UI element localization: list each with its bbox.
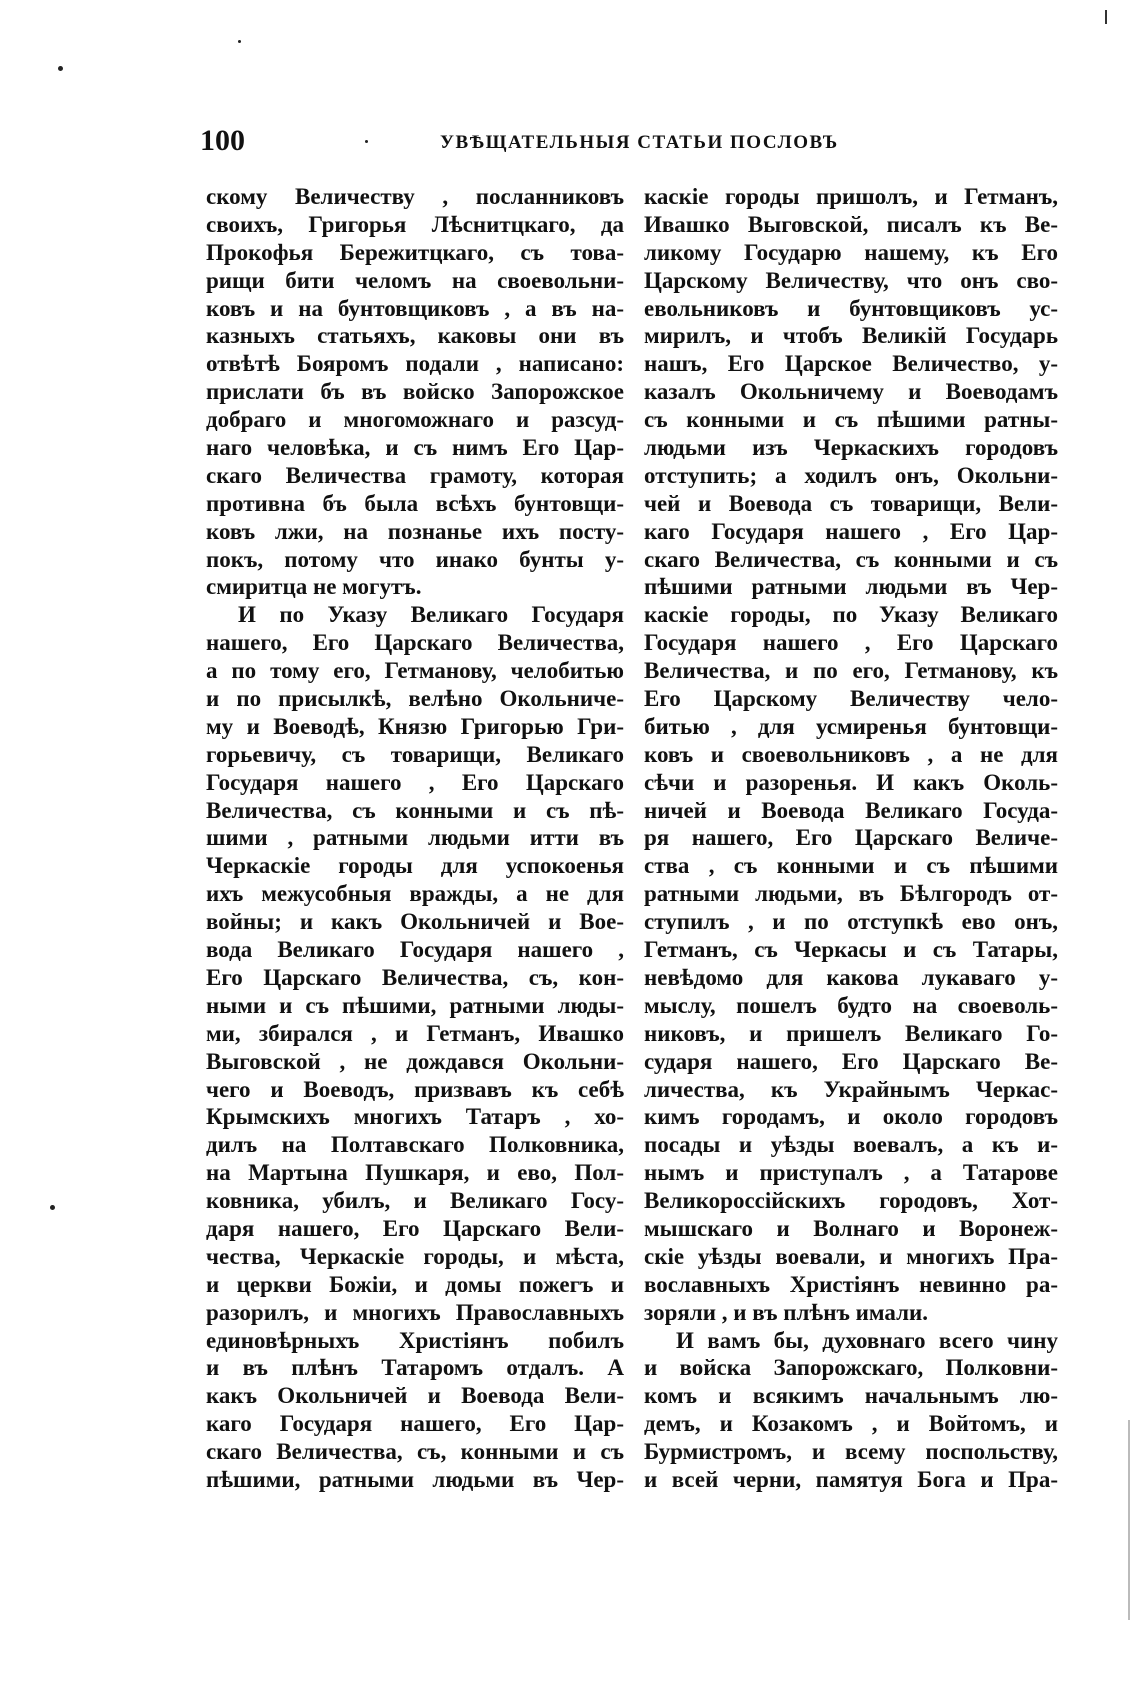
right-column-line: нашъ, Его Царское Величество, у- [644, 351, 1058, 377]
right-column-line: пѣшими ратными людьми въ Чер- [644, 574, 1058, 600]
right-column-line: каго Государя нашего , Его Цар- [644, 518, 1058, 544]
left-column-line: скаго Величества грамоту, которая [206, 462, 624, 488]
left-column-line: добраго и многоможнаго и разсуд- [206, 407, 624, 433]
right-column-line: ковъ и своевольниковъ , а не для [644, 741, 1058, 767]
right-column-line: посады и уѣзды воевалъ, а къ и- [644, 1132, 1058, 1158]
left-column-line: Его Царскаго Величества, съ, кон- [206, 964, 624, 990]
left-column-line: ковъ и на бунтовщиковъ , а въ на- [206, 295, 624, 321]
left-column-line: и по присылкѣ, велѣно Окольниче- [206, 686, 624, 712]
left-column-line: пѣшими, ратными людьми въ Чер- [206, 1466, 624, 1492]
right-column-line: никовъ, и пришелъ Великаго Го- [644, 1020, 1058, 1046]
left-column-line: дилъ на Полтавскаго Полковника, [206, 1132, 624, 1158]
left-column-line: каго Государя нашего, Его Цар- [206, 1411, 624, 1437]
left-column-line: чего и Воеводъ, призвавъ къ себѣ [206, 1076, 624, 1102]
right-column-line: казалъ Окольничему и Воеводамъ [644, 379, 1058, 405]
right-column-line: людьми изъ Черкаскихъ городовъ [644, 435, 1058, 461]
page-number: 100 [200, 124, 245, 157]
right-column-line: скіе уѣзды воевали, и многихъ Пра- [644, 1243, 1058, 1269]
left-column-line: му и Воеводѣ, Князю Григорью Гри- [206, 713, 624, 739]
left-column-line: на Мартына Пушкаря, и ево, Пол- [206, 1160, 624, 1186]
right-column-line: отступить; а ходилъ онъ, Окольни- [644, 462, 1058, 488]
left-column-line: казныхъ статьяхъ, каковы они въ [206, 323, 624, 349]
left-column-line: и церкви Божіи, и домы пожегъ и [206, 1271, 624, 1297]
left-column-line: нашего, Его Царскаго Величества, [206, 630, 624, 656]
right-column-line: И вамъ бы, духовнаго всего чину [676, 1327, 1058, 1353]
right-column-line: чей и Воевода съ товарищи, Вели- [644, 490, 1058, 516]
right-column-line: нымъ и приступалъ , а Татарове [644, 1160, 1058, 1186]
right-column-line: и всей черни, памятуя Бога и Пра- [644, 1466, 1058, 1492]
left-column-line: вода Великаго Государя нашего , [206, 937, 624, 963]
right-column-line: демъ, и Козакомъ , и Войтомъ, и [644, 1411, 1058, 1437]
right-column-line: мыслу, пошелъ будто на своеволь- [644, 992, 1058, 1018]
left-column-line: единовѣрныхъ Христіянъ побилъ [206, 1327, 624, 1353]
right-column-line: кимъ городамъ, и около городовъ [644, 1104, 1058, 1130]
left-column-line: ихъ межусобныя вражды, а не для [206, 881, 624, 907]
left-column-line: Величества, съ конными и съ пѣ- [206, 797, 624, 823]
right-column-line: зоряли , и въ плѣнъ имали. [644, 1299, 928, 1325]
right-column-line: ратными людьми, въ Бѣлгородъ от- [644, 881, 1058, 907]
right-column-line: скаго Величества, съ конными и съ [644, 546, 1058, 572]
page-header [200, 124, 1060, 164]
left-column-line: ми, збирался , и Гетманъ, Ивашко [206, 1020, 624, 1046]
left-column-line: горьевичу, съ товарищи, Великаго [206, 741, 624, 767]
left-column-line: смиритца не могутъ. [206, 574, 422, 600]
left-column-line: Прокофья Бережитцкаго, съ това- [206, 239, 624, 265]
right-column-line: ничей и Воевода Великаго Госуда- [644, 797, 1058, 823]
left-column-line: Государя нашего , Его Царскаго [206, 769, 624, 795]
left-column-line: прислати бъ въ войско Запорожское [206, 379, 624, 405]
right-column-line: евольниковъ и бунтовщиковъ ус- [644, 295, 1058, 321]
scan-edge-mark [1105, 10, 1107, 24]
left-column-line: а по тому его, Гетманову, челобитью [206, 658, 624, 684]
left-column-line: И по Указу Великаго Государя [238, 602, 624, 628]
right-column-line: Его Царскому Величеству чело- [644, 686, 1058, 712]
left-column-line: ковъ лжи, на познанье ихъ посту- [206, 518, 624, 544]
right-column-line: личества, къ Украйнымъ Черкас- [644, 1076, 1058, 1102]
right-column-line: сѣчи и разоренья. И какъ Околь- [644, 769, 1058, 795]
left-column-line: своихъ, Григорья Лѣснитцкаго, да [206, 211, 624, 237]
left-column-line: чества, Черкаскіе городы, и мѣста, [206, 1243, 624, 1269]
running-head: УВѢЩАТЕЛЬНЫЯ СТАТЬИ ПОСЛОВЪ [440, 132, 839, 153]
right-column-line: Царскому Величеству, что онъ сво- [644, 267, 1058, 293]
left-column-line: шими , ратными людьми итти въ [206, 825, 624, 851]
scan-speck [365, 140, 368, 143]
left-column-line: и въ плѣнъ Татаромъ отдалъ. А [206, 1355, 624, 1381]
left-column-line: наго человѣка, и съ нимъ Его Цар- [206, 435, 624, 461]
right-column-line: Величества, и по его, Гетманову, къ [644, 658, 1058, 684]
right-column-line: съ конными и съ пѣшими ратны- [644, 407, 1058, 433]
right-column-line: каскіе городы, по Указу Великаго [644, 602, 1058, 628]
left-column-line: Выговской , не дождався Окольни- [206, 1048, 624, 1074]
right-column-line: Государя нашего , Его Царскаго [644, 630, 1058, 656]
right-column-line: битью , для усмиренья бунтовщи- [644, 713, 1058, 739]
right-column-line: ря нашего, Его Царскаго Величе- [644, 825, 1058, 851]
left-column-line: противна бъ была всѣхъ бунтовщи- [206, 490, 624, 516]
scan-speck [50, 1205, 55, 1210]
left-column-line: Черкаскіе городы для успокоенья [206, 853, 624, 879]
left-column-line: даря нашего, Его Царскаго Вели- [206, 1215, 624, 1241]
left-column-line: разорилъ, и многихъ Православныхъ [206, 1299, 624, 1325]
right-column-line: мышскаго и Волнаго и Воронеж- [644, 1215, 1058, 1241]
right-column-line: сударя нашего, Его Царскаго Ве- [644, 1048, 1058, 1074]
right-column-line: невѣдомо для какова лукаваго у- [644, 964, 1058, 990]
right-column-line: вославныхъ Христіянъ невинно ра- [644, 1271, 1058, 1297]
left-column-line: ными и съ пѣшими, ратными люды- [206, 992, 624, 1018]
scan-edge-mark [1128, 1420, 1130, 1620]
right-column-line: Бурмистромъ, и всему поспольству, [644, 1439, 1058, 1465]
left-text-column [206, 183, 624, 1494]
right-text-column [644, 183, 1058, 1494]
right-column-line: ликому Государю нашему, къ Его [644, 239, 1058, 265]
right-column-line: и войска Запорожскаго, Полковни- [644, 1355, 1058, 1381]
right-column-line: мирилъ, и чтобъ Великій Государь [644, 323, 1058, 349]
right-column-line: Ивашко Выговской, писалъ къ Ве- [644, 211, 1058, 237]
right-column-line: комъ и всякимъ начальнымъ лю- [644, 1383, 1058, 1409]
right-column-line: ства , съ конными и съ пѣшими [644, 853, 1058, 879]
left-column-line: скаго Величества, съ, конными и съ [206, 1439, 624, 1465]
left-column-line: войны; и какъ Окольничей и Вое- [206, 909, 624, 935]
right-column-line: Великороссійскихъ городовъ, Хот- [644, 1188, 1058, 1214]
left-column-line: Крымскихъ многихъ Татаръ , хо- [206, 1104, 624, 1130]
scan-speck [58, 66, 63, 71]
right-column-line: Гетманъ, съ Черкасы и съ Татары, [644, 937, 1058, 963]
left-column-line: какъ Окольничей и Воевода Вели- [206, 1383, 624, 1409]
right-column-line: ступилъ , и по отступкѣ ево онъ, [644, 909, 1058, 935]
left-column-line: скому Величеству , посланниковъ [206, 184, 624, 209]
scan-speck [238, 40, 241, 43]
right-column-line: каскіе городы пришолъ, и Гетманъ, [644, 184, 1058, 209]
left-column-line: рищи бити челомъ на своевольни- [206, 267, 624, 293]
left-column-line: ковника, убилъ, и Великаго Госу- [206, 1188, 624, 1214]
left-column-line: отвѣтѣ Бояромъ подали , написано: [206, 351, 624, 377]
left-column-line: покъ, потому что инако бунты у- [206, 546, 624, 572]
